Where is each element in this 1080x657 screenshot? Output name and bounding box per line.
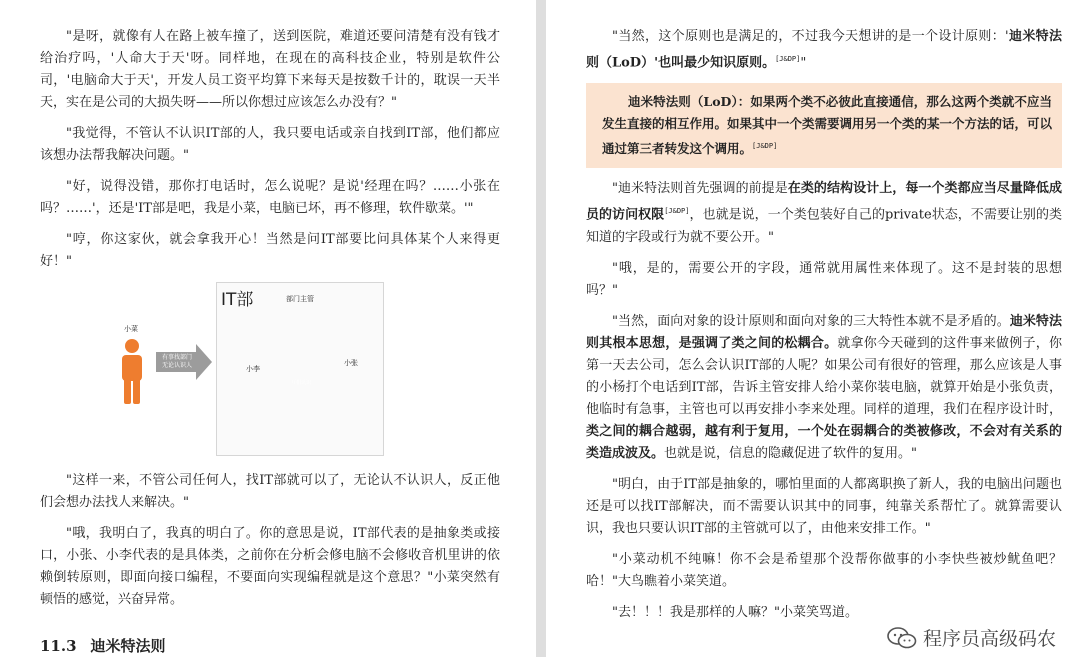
text-run: 迪米特法则（LoD）：如果两个类不必彼此直接通信，那么这两个类就不应当发生直接的相互作用。如果其中一个类需要调用另一个类的某一个方法的话，可以通过第三者转发这个调用。 [602, 94, 1053, 157]
text-run: " [800, 55, 807, 71]
paragraph [586, 26, 1062, 74]
arrow-label: 有事找部门 无论认识人 [161, 354, 192, 369]
paragraph: "是呀，就像有人在路上被车撞了，送到医院，难道还要问清楚有没有钱才给治疗吗，'人命大于天'呀。同样地，在现在的高科技企业，特别是软件公司，'电脑命大于天'，开发人员工资平均算下来每天是按数千计的，耽误一天半天，实在是公司的大损失呀——所以你想过应该怎么办没有？" [40, 29, 500, 110]
page-gutter [536, 0, 546, 657]
watermark-text: 程序员高级码农 [922, 628, 1056, 650]
paragraph: "哼，你这家伙，就会拿我开心！当然是问IT部要比问具体某个人来得更好！" [40, 232, 500, 269]
callout-text [602, 91, 1052, 160]
text-run: "迪米特法则首先强调的前提是 [612, 181, 788, 197]
reference-mark: [J&DP] [752, 142, 778, 151]
section-heading [40, 635, 500, 656]
paragraph: "这样一来，不管公司任何人，找IT部就可以了，无论认不认识人，反正他们会想办法找人来解决。" [40, 473, 500, 510]
left-page [0, 0, 536, 657]
paragraph: "好，说得没错，那你打电话时，怎么说呢？是说'经理在吗？……小张在吗？……'，还是'IT部是吧，我是小菜，电脑已坏，再不修理，软件歇菜。'" [40, 179, 500, 216]
label-xiaocai: 小菜 [124, 325, 138, 333]
section-number: 11.3 [40, 637, 77, 655]
paragraph [586, 311, 1062, 465]
paragraph [586, 178, 1062, 248]
reference-mark: [J&DP] [775, 55, 801, 63]
right-page [546, 0, 1080, 657]
paragraph: "小菜动机不纯嘛！你不会是希望那个没帮你做事的小李快些被炒鱿鱼吧？哈！"大鸟瞧着小菜笑道。 [586, 551, 1062, 589]
section-title: 迪米特法则 [90, 637, 166, 655]
paragraph: "哦，我明白了，我真的明白了。你的意思是说，IT部代表的是抽象类或接口，小张、小李代表的是具体类，之前你在分析会修电脑不会修收音机里讲的依赖倒转原则，即面向接口编程，不要面向实现编程就是这个意思？"小菜突然有顿悟的感觉，兴奋异常。 [40, 526, 500, 607]
label-xiaoli: 小李 [246, 365, 260, 373]
wechat-icon [887, 627, 917, 649]
it-department-figure [40, 282, 500, 458]
figure-title: IT部 [221, 290, 254, 310]
text-run: "当然，面向对象的设计原则和面向对象的三大特性本就不是矛盾的。 [612, 313, 1010, 329]
watermark [887, 624, 1056, 651]
bold-text: 类之间的耦合越弱，越有利于复用，一个处在弱耦合的类被修改，不会对有关系的类造成波及。 [586, 423, 1062, 461]
paragraph: "我觉得，不管认不认识IT部的人，我只要电话或亲自找到IT部，他们都应该想办法帮我解决问题。" [40, 126, 500, 163]
person-icon [122, 339, 142, 404]
label-xiaozhang: 小张 [344, 359, 358, 367]
definition-callout [586, 83, 1062, 168]
it-department-box [216, 282, 384, 456]
paragraph: "哦，是的，需要公开的字段，通常就用属性来体现了。这不是封装的思想吗？" [586, 260, 1062, 298]
text-run: 也就是说，信息的隐藏促进了软件的复用。" [664, 445, 917, 461]
bold-text: 在类的结构设计上，每一个类都应当尽量降低成员的访问权限 [586, 181, 1062, 223]
label-manager: 部门主管 [286, 295, 314, 303]
reference-mark: [J&DP] [664, 207, 690, 216]
text-run: 就拿你今天碰到的这件事来做例子，你第一天去公司，怎么会认识IT部的人呢？如果公司有很好的管理，那么应该是人事的小杨打个电话到IT部，告诉主管安排人给小菜你装电脑，就算开始是小张负责，他临时有急事，主管也可以再安排小李来处理。同样的道理，我们在程序设计时， [586, 335, 1062, 417]
label-mutual: 互相认识 [291, 380, 312, 386]
bold-text: 迪米特法则其根本思想，是强调了类之间的松耦合。 [586, 313, 1062, 351]
bold-text: 迪米特法则（LoD）'也叫最少知识原则。 [586, 29, 1062, 71]
paragraph: "去！！！我是那样的人嘛？"小菜笑骂道。 [612, 604, 858, 620]
paragraph: "明白，由于IT部是抽象的，哪怕里面的人都离职换了新人，我的电脑出问题也还是可以找IT部解决，而不需要认识其中的同事，纯靠关系帮忙了。就算需要认识，我也只要认识IT部的主管就可以了，由他来安排工作。" [586, 476, 1062, 536]
text-run: "当然，这个原则也是满足的，不过我今天想讲的是一个设计原则：' [612, 29, 1009, 44]
text-run: ，也就是说，一个类包装好自己的private状态，不需要让别的类知道的字段或行为就不要公开。" [586, 207, 1062, 245]
